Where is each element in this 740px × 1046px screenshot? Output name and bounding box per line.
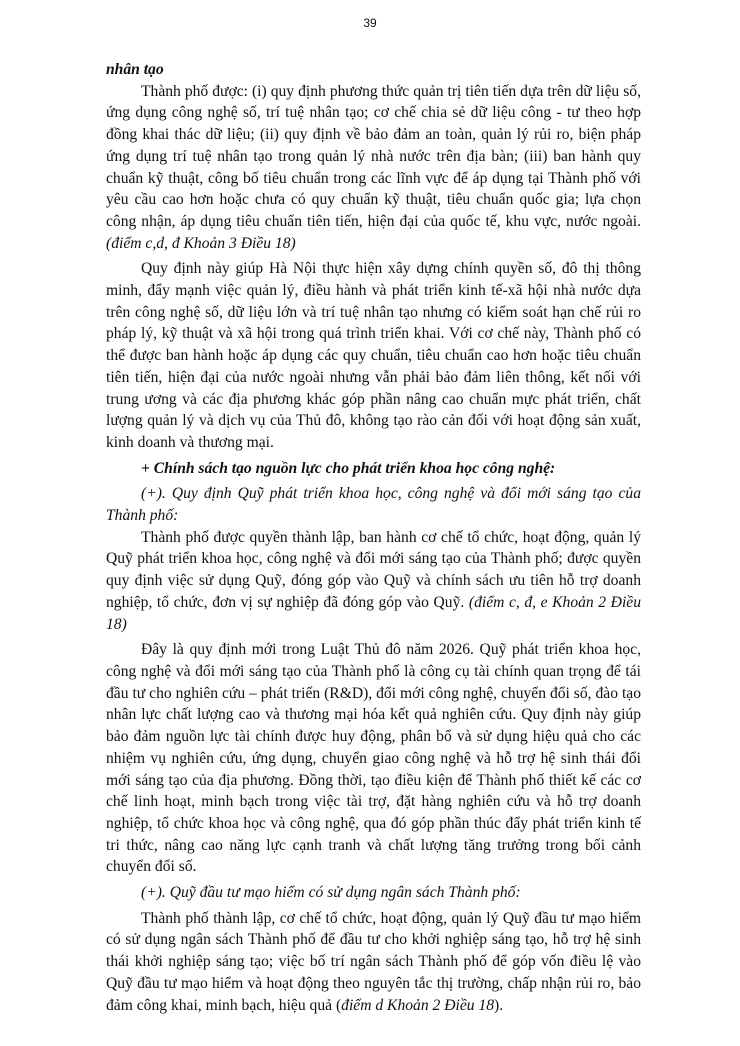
paragraph-text: Thành phố thành lập, cơ chế tổ chức, hoạt động, quản lý Quỹ đầu tư mạo hiểm có sử dụng ngân sách Thành phố để đầu tư cho khởi nghiệp sáng tạo, hỗ trợ hệ sinh thái khởi nghiệp sáng tạo; việc bố trí ngân sách Thành phố để góp vốn điều lệ vào Quỹ đầu tư mạo hiểm và hoạt động theo nguyên tắc thị trường, chấp nhận rủi ro, bảo đảm công khai, minh bạch, hiệu quả ( — [106, 909, 641, 1014]
document-body — [106, 59, 641, 1016]
section-heading: + Chính sách tạo nguồn lực cho phát triển khoa học công nghệ: — [141, 459, 556, 477]
subsection-heading-venture: (+). Quỹ đầu tư mạo hiểm có sử dụng ngân sách Thành phố: — [141, 884, 521, 902]
legal-citation: điểm d Khoản 2 Điều 18 — [341, 996, 495, 1014]
page-number: 39 — [363, 16, 377, 30]
paragraph-text: Thành phố được: (i) quy định phương thức quản trị tiên tiến dựa trên dữ liệu số, ứng dụng công nghệ số, trí tuệ nhân tạo; cơ chế chia sẻ dữ liệu công - tư theo hợp đồng khai thác dữ liệu; (ii) quy định về bảo đảm an toàn, quản lý rủi ro, biện pháp ứng dụng trí tuệ nhân tạo trong quản lý nhà nước trên địa bàn; (iii) ban hành quy chuẩn kỹ thuật, công bố tiêu chuẩn trong các lĩnh vực để áp dụng tại Thành phố với yêu cầu cao hơn hoặc chưa có quy chuẩn kỹ thuật, tiêu chuẩn quốc gia; lựa chọn công nhận, áp dụng tiêu chuẩn tiên tiến, hiện đại của quốc tế, khu vực, nước ngoài. — [106, 82, 641, 230]
heading-continuation: nhân tạo — [106, 61, 164, 78]
paragraph-fund-explanation: Đây là quy định mới trong Luật Thủ đô năm 2026. Quỹ phát triển khoa học, công nghệ và đổi mới sáng tạo của Thành phố là công cụ tài chính quan trọng để tái đầu tư cho nghiên cứu – phát triển (R&D), đổi mới công nghệ, chuyển đổi số, đào tạo nhân lực chất lượng cao và thương mại hóa kết quả nghiên cứu. Quy định này giúp bảo đảm nguồn lực tài chính được huy động, phân bổ và sử dụng hiệu quả cho các nhiệm vụ nghiên cứu, ứng dụng, chuyển giao công nghệ và hỗ trợ hệ sinh thái đổi mới sáng tạo của địa phương. Đồng thời, tạo điều kiện để Thành phố thiết kế các cơ chế linh hoạt, minh bạch trong việc tài trợ, đặt hàng nghiên cứu và hỗ trợ doanh nghiệp, tổ chức khoa học và công nghệ, qua đó góp phần thúc đẩy phát triển kinh tế tri thức, nâng cao năng lực cạnh tranh và chất lượng tăng trưởng trong bối cảnh chuyển đổi số. — [106, 641, 641, 876]
paragraph-tail: ). — [494, 996, 504, 1014]
paragraph-fund — [106, 527, 641, 636]
paragraph-text: Thành phố được quyền thành lập, ban hành cơ chế tổ chức, hoạt động, quản lý Quỹ phát triển khoa học, công nghệ và đổi mới sáng tạo của Thành phố; được quyền quy định việc sử dụng Quỹ, đóng góp vào Quỹ và chính sách ưu tiên hỗ trợ doanh nghiệp, tổ chức, đơn vị sự nghiệp đã đóng góp vào Quỹ. — [106, 528, 641, 611]
paragraph-explanation: Quy định này giúp Hà Nội thực hiện xây dựng chính quyền số, đô thị thông minh, đẩy mạnh việc quản lý, điều hành và phát triển kinh tế-xã hội nhà nước dựa trên công nghệ số, dữ liệu lớn và trí tuệ nhân tạo nhưng có kiểm soát hạn chế rủi ro pháp lý, kỹ thuật và xã hội trong quá trình triển khai. Với cơ chế này, Thành phố có thể được ban hành hoặc áp dụng các quy chuẩn, tiêu chuẩn cao hơn hoặc tiêu chuẩn tiên tiến, hiện đại của nước ngoài nhưng vẫn phải bảo đảm liên thông, kết nối với trung ương và các địa phương khác góp phần nâng cao chuẩn mực phát triển, chất lượng quản lý và dịch vụ của Thủ đô, không tạo rào cản đối với hoạt động sản xuất, kinh doanh và thương mại. — [106, 260, 641, 451]
paragraph-venture-fund — [106, 908, 641, 1017]
legal-citation: (điểm c, đ, e Khoản 2 Điều 18) — [106, 593, 641, 633]
legal-citation: (điểm c,d, đ Khoản 3 Điều 18) — [106, 234, 296, 252]
subsection-heading-fund: (+). Quy định Quỹ phát triển khoa học, công nghệ và đổi mới sáng tạo của Thành phố: — [106, 485, 641, 525]
paragraph-authority — [106, 81, 641, 255]
